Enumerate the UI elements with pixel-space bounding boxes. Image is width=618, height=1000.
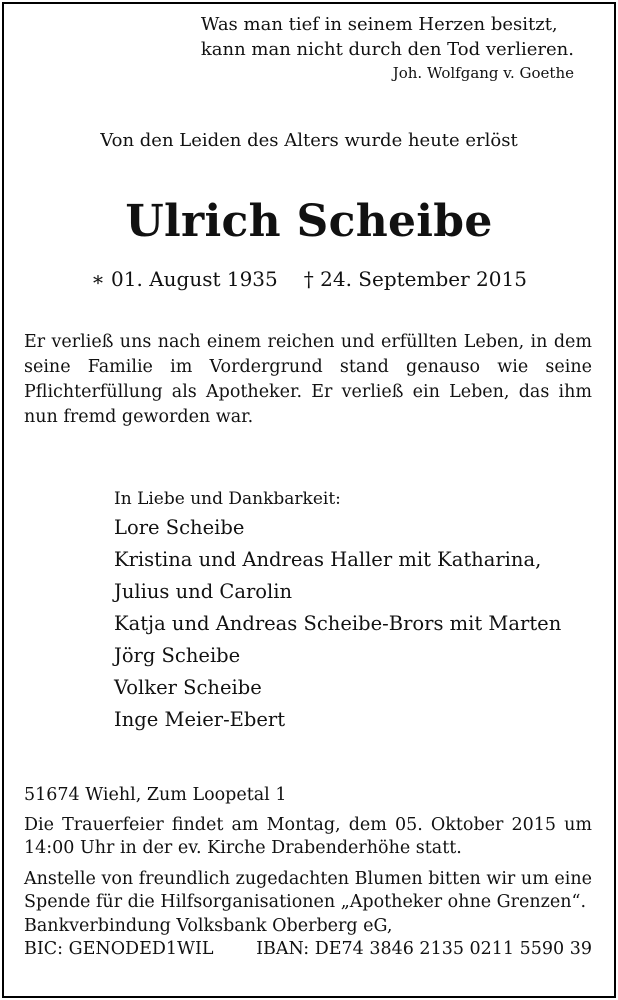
quote-line-1: Was man tief in seinem Herzen besitzt, bbox=[200, 14, 558, 35]
service-info bbox=[24, 784, 592, 962]
intro-line: Von den Leiden des Alters wurde heute erlöst bbox=[100, 130, 518, 151]
death-cross-icon: † bbox=[303, 267, 314, 291]
obituary-notice bbox=[2, 2, 616, 998]
birth-star-icon: ∗ bbox=[91, 267, 105, 291]
family-member: Volker Scheibe bbox=[114, 676, 262, 699]
family-member: Jörg Scheibe bbox=[114, 644, 241, 667]
birth-date: 01. August 1935 bbox=[111, 267, 278, 291]
bic: BIC: GENODED1WIL bbox=[24, 939, 214, 959]
family-member: Katja und Andreas Scheibe-Brors mit Marten bbox=[114, 612, 562, 635]
iban: IBAN: DE74 3846 2135 0211 5590 39 bbox=[256, 939, 592, 959]
donation-request: Anstelle von freundlich zugedachten Blumen bitten wir um eine Spende für die Hilfsorganisationen „Apotheker ohne Grenzen“. bbox=[24, 868, 592, 912]
family-member: Kristina und Andreas Haller mit Katharina, bbox=[114, 548, 542, 571]
family-member: Julius und Carolin bbox=[114, 580, 293, 603]
death-date: 24. September 2015 bbox=[320, 267, 527, 291]
bank-details bbox=[24, 938, 592, 962]
goethe-quote bbox=[201, 12, 574, 84]
family-heading: In Liebe und Dankbarkeit: bbox=[114, 489, 341, 509]
tribute-text: Er verließ uns nach einem reichen und erfüllten Leben, in dem seine Familie im Vordergrund stand genauso wie seine Pflichterfüllung als Apotheker. Er verließ ein Leben, das ihm nun fremd geworden war. bbox=[24, 332, 592, 427]
bank-name: Bankverbindung Volksbank Oberberg eG, bbox=[24, 915, 393, 936]
life-dates bbox=[4, 267, 614, 291]
funeral-service: Die Trauerfeier findet am Montag, dem 05. Oktober 2015 um 14:00 Uhr in der ev. Kirche Drabenderhöhe statt. bbox=[24, 814, 592, 858]
quote-author: Joh. Wolfgang v. Goethe bbox=[392, 64, 574, 82]
address: 51674 Wiehl, Zum Loopetal 1 bbox=[24, 785, 287, 805]
family-member: Inge Meier-Ebert bbox=[114, 708, 286, 731]
deceased-name: Ulrich Scheibe bbox=[125, 196, 493, 247]
family-list bbox=[114, 486, 561, 736]
quote-line-2: kann man nicht durch den Tod verlieren. bbox=[200, 39, 574, 60]
tribute-paragraph bbox=[24, 330, 592, 430]
family-member: Lore Scheibe bbox=[114, 516, 245, 539]
